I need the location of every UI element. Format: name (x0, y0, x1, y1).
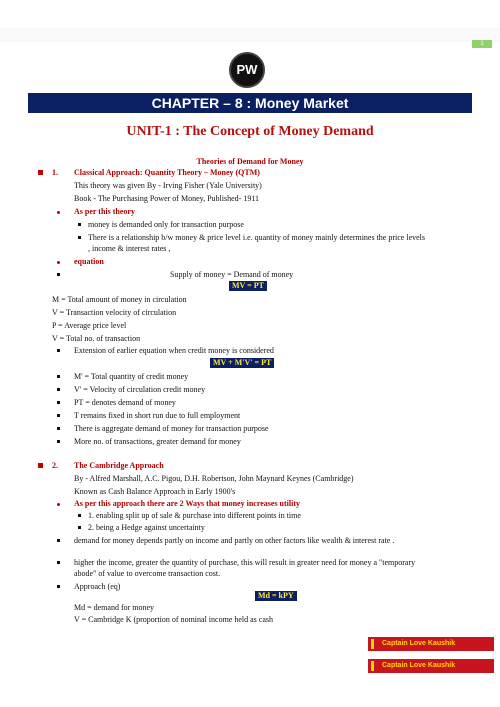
bullet-icon (78, 223, 81, 226)
section-1-given-by: This theory was given By - Irving Fisher (Yale University) (74, 181, 262, 190)
bullet-icon (78, 526, 81, 529)
section-1-title: Classical Approach: Quantity Theory – Money (QTM) (74, 168, 260, 177)
equation-md-kpy: Md = kPY (255, 591, 297, 601)
unit-title: UNIT-1 : The Concept of Money Demand (126, 124, 374, 139)
theory-point-2b: , income & interest rates , (88, 244, 171, 253)
point-v-prime: V' = Velocity of circulation credit money (74, 385, 206, 394)
approach-eq-label: Approach (eq) (74, 582, 121, 591)
chapter-title: CHAPTER – 8 : Money Market (28, 93, 472, 113)
bullet-icon (57, 561, 60, 564)
bullet-icon (57, 401, 60, 404)
bullet-icon (57, 585, 60, 588)
bullet-icon (57, 388, 60, 391)
demand-depends-text: demand for money depends partly on income and partly on other factors like wealth & interest rate . (74, 536, 395, 545)
page-number-badge: 1 (472, 40, 492, 48)
bullet-icon (78, 236, 81, 239)
def-m: M = Total amount of money in circulation (52, 295, 187, 304)
brand-mark-icon (371, 661, 374, 671)
bullet-icon (57, 539, 60, 542)
point-m-prime: M' = Total quantity of credit money (74, 372, 189, 381)
brand-tag-1 (368, 637, 494, 651)
as-per-approach-label: As per this approach there are 2 Ways that money increases utility (74, 499, 300, 508)
extension-text: Extension of earlier equation when credit money is considered (74, 346, 274, 355)
utility-way-2: 2. being a Hedge against uncertainty (88, 523, 205, 532)
brand-mark-icon (371, 639, 374, 649)
bullet-icon (57, 261, 60, 264)
brand-name-2: Captain Love Kaushik (382, 662, 456, 669)
point-more-transactions: More no. of transactions, greater demand for money (74, 437, 241, 446)
def-v: V = Transaction velocity of circulation (52, 308, 177, 317)
utility-way-1: 1. enabling split up of sale & purchase into different points in time (88, 511, 301, 520)
section-2-bullet-icon (38, 463, 43, 468)
def-t: V = Total no. of transaction (52, 334, 141, 343)
section-1-number: 1. (52, 168, 58, 177)
as-per-theory-label: As per this theory (74, 207, 135, 216)
bullet-icon (57, 414, 60, 417)
point-aggregate: There is aggregate demand of money for transaction purpose (74, 424, 269, 433)
section-2-title: The Cambridge Approach (74, 461, 164, 470)
higher-income-line-2: abode" of value to overcome transaction cost. (74, 569, 221, 578)
section-heading: Theories of Demand for Money (196, 157, 304, 166)
bullet-icon (57, 349, 60, 352)
point-t-fixed: T remains fixed in short run due to full employment (74, 411, 241, 420)
pw-logo (229, 52, 265, 88)
section-1-bullet-icon (38, 170, 43, 175)
md-definition: Md = demand for money (74, 603, 155, 612)
v-definition: V = Cambridge K (proportion of nominal income held as cash (74, 615, 273, 624)
equation-mv-pt: MV = PT (229, 281, 267, 291)
supply-demand-text: Supply of money = Demand of money (170, 270, 294, 279)
equation-credit-money: MV + M'V' = PT (210, 358, 274, 368)
equation-label: equation (74, 257, 104, 266)
bullet-icon (57, 273, 60, 276)
theory-point-1: money is demanded only for transaction purpose (88, 220, 244, 229)
section-2-known: Known as Cash Balance Approach in Early 1900's (74, 487, 236, 496)
theory-point-2a: There is a relationship b/w money & price level i.e. quantity of money mainly determines the price levels (88, 233, 426, 242)
section-1-book: Book - The Purchasing Power of Money, Published- 1911 (74, 194, 260, 203)
pw-logo-text: PW (236, 62, 258, 77)
bullet-icon (57, 211, 60, 214)
top-strip (0, 28, 500, 42)
bullet-icon (78, 514, 81, 517)
higher-income-line-1: higher the income, greater the quantity of purchase, this will result in greater need for money a "temporary (74, 558, 416, 567)
bullet-icon (57, 427, 60, 430)
bullet-icon (57, 375, 60, 378)
brand-tag-2 (368, 659, 494, 673)
bullet-icon (57, 503, 60, 506)
point-pt: PT = denotes demand of money (74, 398, 176, 407)
def-p: P = Average price level (52, 321, 127, 330)
section-2-by: By - Alfred Marshall, A.C. Pigou, D.H. Robertson, John Maynard Keynes (Cambridge) (74, 474, 354, 483)
brand-name-1: Captain Love Kaushik (382, 640, 456, 647)
bullet-icon (57, 440, 60, 443)
section-2-number: 2. (52, 461, 58, 470)
